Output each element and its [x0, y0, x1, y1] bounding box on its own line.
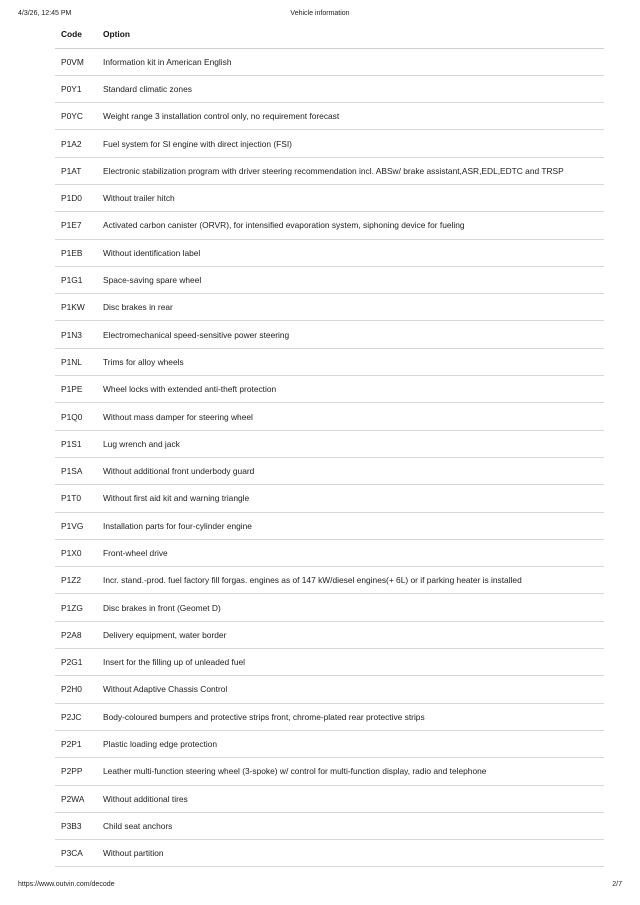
- table-row: [55, 567, 604, 594]
- option-code: P1E7: [61, 220, 82, 231]
- option-code: P1Z2: [61, 575, 82, 586]
- page-number: 2/7: [612, 881, 622, 888]
- option-description: Without trailer hitch: [103, 193, 175, 204]
- table-row: [55, 813, 604, 840]
- table-row: [55, 485, 604, 512]
- table-header-row: [55, 21, 604, 49]
- option-code: P1ZG: [61, 602, 83, 613]
- option-code: P1KW: [61, 302, 85, 313]
- option-code: P2WA: [61, 793, 85, 804]
- option-description: Leather multi-function steering wheel (3-spoke) w/ control for multi-function display, radio and telephone: [103, 766, 487, 777]
- table-row: [55, 76, 604, 103]
- table-row: [55, 431, 604, 458]
- option-code: P1SA: [61, 466, 83, 477]
- option-code: P2A8: [61, 629, 82, 640]
- option-description: Without Adaptive Chassis Control: [103, 684, 228, 695]
- print-datetime: 4/3/26, 12:45 PM: [18, 10, 72, 17]
- option-code: P2JC: [61, 711, 82, 722]
- table-row: [55, 294, 604, 321]
- option-code: P1NL: [61, 356, 82, 367]
- table-row: [55, 649, 604, 676]
- vehicle-options-table: [55, 21, 604, 867]
- option-code: P2P1: [61, 739, 82, 750]
- table-row: [55, 458, 604, 485]
- option-code: P1VG: [61, 520, 84, 531]
- option-description: Without additional tires: [103, 793, 188, 804]
- option-code: P0Y1: [61, 83, 82, 94]
- table-row: [55, 840, 604, 867]
- option-description: Without mass damper for steering wheel: [103, 411, 253, 422]
- option-code: P1AT: [61, 165, 82, 176]
- option-code: P2H0: [61, 684, 82, 695]
- table-row: [55, 130, 604, 157]
- print-url: https://www.outvin.com/decode: [18, 881, 115, 888]
- option-description: Wheel locks with extended anti-theft protection: [103, 384, 277, 395]
- option-description: Electromechanical speed-sensitive power steering: [103, 329, 290, 340]
- option-code: P1G1: [61, 275, 83, 286]
- table-row: [55, 403, 604, 430]
- option-code: P1PE: [61, 384, 83, 395]
- option-description: Trims for alloy wheels: [103, 356, 184, 367]
- option-description: Disc brakes in front (Geomet D): [103, 602, 221, 613]
- option-code: P1T0: [61, 493, 82, 504]
- option-description: Plastic loading edge protection: [103, 739, 218, 750]
- option-description: Front-wheel drive: [103, 547, 168, 558]
- option-description: Standard climatic zones: [103, 83, 192, 94]
- print-title: Vehicle information: [290, 10, 350, 17]
- option-description: Information kit in American English: [103, 56, 232, 67]
- table-row: [55, 731, 604, 758]
- option-description: Disc brakes in rear: [103, 302, 173, 313]
- option-description: Space-saving spare wheel: [103, 275, 202, 286]
- table-row: [55, 622, 604, 649]
- table-row: [55, 540, 604, 567]
- option-description: Without additional front underbody guard: [103, 466, 255, 477]
- table-row: [55, 321, 604, 348]
- option-description: Fuel system for SI engine with direct injection (FSI): [103, 138, 292, 149]
- table-row: [55, 158, 604, 185]
- table-row: [55, 185, 604, 212]
- table-row: [55, 376, 604, 403]
- table-row: [55, 267, 604, 294]
- option-description: Delivery equipment, water border: [103, 629, 227, 640]
- option-code: P1EB: [61, 247, 83, 258]
- table-row: [55, 786, 604, 813]
- option-description: Electronic stabilization program with driver steering recommendation incl. ABSw/ brake assistant,ASR,EDL,EDTC and TRSP: [103, 165, 564, 176]
- table-row: [55, 103, 604, 130]
- table-row: [55, 349, 604, 376]
- option-description: Activated carbon canister (ORVR), for intensified evaporation system, siphoning device for fueling: [103, 220, 465, 231]
- option-code: P1D0: [61, 193, 82, 204]
- table-row: [55, 676, 604, 703]
- table-row: [55, 49, 604, 76]
- option-description: Lug wrench and jack: [103, 438, 180, 449]
- option-code: P3B3: [61, 820, 82, 831]
- table-row: [55, 212, 604, 239]
- option-description: Without first aid kit and warning triangle: [103, 493, 250, 504]
- option-code: P1A2: [61, 138, 82, 149]
- option-description: Insert for the filling up of unleaded fuel: [103, 657, 246, 668]
- option-code: P1S1: [61, 438, 82, 449]
- print-footer: [18, 881, 622, 893]
- option-description: Installation parts for four-cylinder engine: [103, 520, 252, 531]
- table-row: [55, 758, 604, 785]
- option-code: P1X0: [61, 547, 82, 558]
- option-description: Body-coloured bumpers and protective strips front, chrome-plated rear protective strips: [103, 711, 425, 722]
- option-description: Weight range 3 installation control only, no requirement forecast: [103, 111, 340, 122]
- option-description: Incr. stand.-prod. fuel factory fill forgas. engines as of 147 kW/diesel engines(+ 6L) or if parking heater is installed: [103, 575, 522, 586]
- option-code: P1N3: [61, 329, 82, 340]
- option-code: P0YC: [61, 111, 83, 122]
- option-description: Child seat anchors: [103, 820, 173, 831]
- option-code: P3CA: [61, 848, 83, 859]
- option-code: P2PP: [61, 766, 83, 777]
- column-header-option: Option: [103, 29, 130, 40]
- table-row: [55, 704, 604, 731]
- table-row: [55, 594, 604, 621]
- option-code: P2G1: [61, 657, 83, 668]
- table-row: [55, 513, 604, 540]
- option-description: Without partition: [103, 848, 164, 859]
- column-header-code: Code: [61, 29, 82, 40]
- table-row: [55, 240, 604, 267]
- option-code: P1Q0: [61, 411, 83, 422]
- table-body: [55, 49, 604, 868]
- option-code: P0VM: [61, 56, 84, 67]
- option-description: Without identification label: [103, 247, 201, 258]
